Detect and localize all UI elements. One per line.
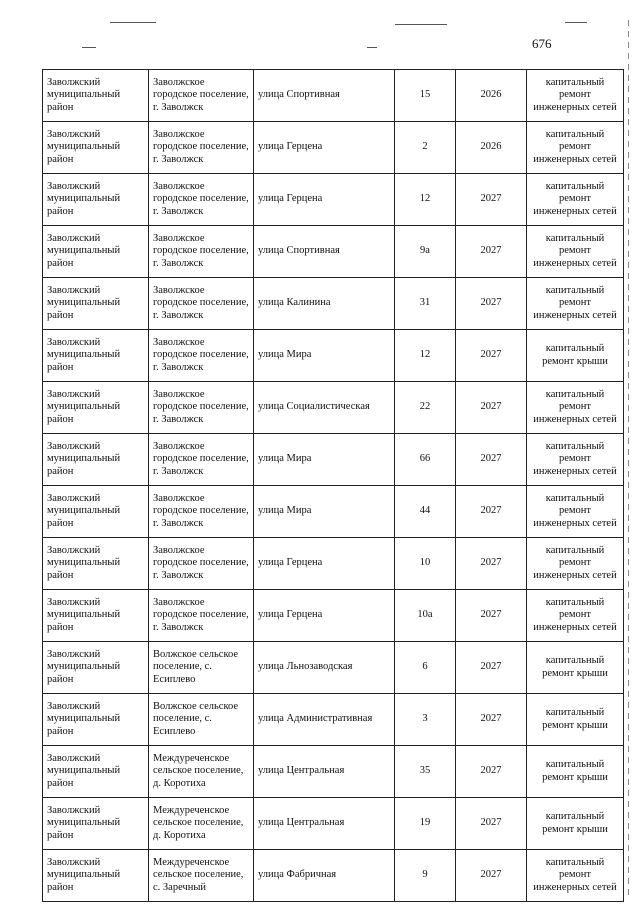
street-cell: улица Льнозаводская <box>254 642 395 694</box>
work-type-cell: капитальный ремонт инженерных сетей <box>527 226 624 278</box>
work-type-cell: капитальный ремонт инженерных сетей <box>527 122 624 174</box>
work-type-cell: капитальный ремонт инженерных сетей <box>527 174 624 226</box>
settlement-cell: Волжское сельское поселение, с. Есиплево <box>149 642 254 694</box>
district-cell: Заволжский муниципальный район <box>43 70 149 122</box>
house-number-cell: 66 <box>395 434 456 486</box>
work-type-cell: капитальный ремонт инженерных сетей <box>527 382 624 434</box>
house-number-cell: 22 <box>395 382 456 434</box>
table-row <box>43 174 624 226</box>
settlement-cell: Заволжское городское поселение, г. Заволжск <box>149 174 254 226</box>
district-cell: Заволжский муниципальный район <box>43 642 149 694</box>
work-type-cell: капитальный ремонт инженерных сетей <box>527 850 624 902</box>
settlement-cell: Заволжское городское поселение, г. Заволжск <box>149 226 254 278</box>
district-cell: Заволжский муниципальный район <box>43 382 149 434</box>
district-cell: Заволжский муниципальный район <box>43 434 149 486</box>
table-row <box>43 590 624 642</box>
district-cell: Заволжский муниципальный район <box>43 746 149 798</box>
street-cell: улица Герцена <box>254 590 395 642</box>
year-cell: 2027 <box>456 486 527 538</box>
table-row <box>43 434 624 486</box>
table-row <box>43 798 624 850</box>
table-row <box>43 694 624 746</box>
table-row <box>43 330 624 382</box>
street-cell: улица Фабричная <box>254 850 395 902</box>
district-cell: Заволжский муниципальный район <box>43 850 149 902</box>
settlement-cell: Междуреченское сельское поселение, с. Заречный <box>149 850 254 902</box>
year-cell: 2027 <box>456 642 527 694</box>
settlement-cell: Междуреченское сельское поселение, д. Коротиха <box>149 746 254 798</box>
district-cell: Заволжский муниципальный район <box>43 590 149 642</box>
table-row <box>43 642 624 694</box>
house-number-cell: 12 <box>395 330 456 382</box>
settlement-cell: Заволжское городское поселение, г. Заволжск <box>149 278 254 330</box>
year-cell: 2026 <box>456 122 527 174</box>
district-cell: Заволжский муниципальный район <box>43 538 149 590</box>
work-type-cell: капитальный ремонт крыши <box>527 746 624 798</box>
page-number: 676 <box>532 36 552 51</box>
year-cell: 2027 <box>456 174 527 226</box>
settlement-cell: Заволжское городское поселение, г. Заволжск <box>149 590 254 642</box>
year-cell: 2027 <box>456 434 527 486</box>
settlement-cell: Заволжское городское поселение, г. Заволжск <box>149 122 254 174</box>
work-type-cell: капитальный ремонт крыши <box>527 694 624 746</box>
table-row <box>43 278 624 330</box>
year-cell: 2027 <box>456 694 527 746</box>
table-row <box>43 226 624 278</box>
street-cell: улица Герцена <box>254 174 395 226</box>
district-cell: Заволжский муниципальный район <box>43 122 149 174</box>
year-cell: 2027 <box>456 278 527 330</box>
house-number-cell: 2 <box>395 122 456 174</box>
street-cell: улица Мира <box>254 434 395 486</box>
district-cell: Заволжский муниципальный район <box>43 226 149 278</box>
settlement-cell: Волжское сельское поселение, с. Есиплево <box>149 694 254 746</box>
table-row <box>43 486 624 538</box>
scan-mark <box>82 47 96 48</box>
street-cell: улица Герцена <box>254 538 395 590</box>
year-cell: 2027 <box>456 330 527 382</box>
settlement-cell: Заволжское городское поселение, г. Заволжск <box>149 70 254 122</box>
street-cell: улица Калинина <box>254 278 395 330</box>
house-number-cell: 31 <box>395 278 456 330</box>
housing-repair-table <box>42 69 624 902</box>
house-number-cell: 3 <box>395 694 456 746</box>
street-cell: улица Административная <box>254 694 395 746</box>
street-cell: улица Спортивная <box>254 70 395 122</box>
street-cell: улица Мира <box>254 330 395 382</box>
table-row <box>43 122 624 174</box>
district-cell: Заволжский муниципальный район <box>43 694 149 746</box>
district-cell: Заволжский муниципальный район <box>43 278 149 330</box>
work-type-cell: капитальный ремонт инженерных сетей <box>527 70 624 122</box>
scan-mark <box>565 22 587 23</box>
year-cell: 2027 <box>456 746 527 798</box>
district-cell: Заволжский муниципальный район <box>43 330 149 382</box>
table-body <box>43 70 624 902</box>
work-type-cell: капитальный ремонт крыши <box>527 330 624 382</box>
table-row <box>43 382 624 434</box>
house-number-cell: 6 <box>395 642 456 694</box>
work-type-cell: капитальный ремонт крыши <box>527 798 624 850</box>
settlement-cell: Заволжское городское поселение, г. Заволжск <box>149 330 254 382</box>
year-cell: 2027 <box>456 590 527 642</box>
settlement-cell: Заволжское городское поселение, г. Заволжск <box>149 434 254 486</box>
district-cell: Заволжский муниципальный район <box>43 798 149 850</box>
district-cell: Заволжский муниципальный район <box>43 174 149 226</box>
table-row <box>43 70 624 122</box>
street-cell: улица Социалистическая <box>254 382 395 434</box>
scan-mark <box>110 22 156 23</box>
district-cell: Заволжский муниципальный район <box>43 486 149 538</box>
scan-mark <box>395 24 447 25</box>
street-cell: улица Центральная <box>254 798 395 850</box>
house-number-cell: 12 <box>395 174 456 226</box>
house-number-cell: 19 <box>395 798 456 850</box>
work-type-cell: капитальный ремонт инженерных сетей <box>527 486 624 538</box>
work-type-cell: капитальный ремонт инженерных сетей <box>527 278 624 330</box>
house-number-cell: 10а <box>395 590 456 642</box>
settlement-cell: Заволжское городское поселение, г. Заволжск <box>149 538 254 590</box>
house-number-cell: 9а <box>395 226 456 278</box>
house-number-cell: 10 <box>395 538 456 590</box>
year-cell: 2027 <box>456 798 527 850</box>
table-row <box>43 538 624 590</box>
work-type-cell: капитальный ремонт инженерных сетей <box>527 590 624 642</box>
year-cell: 2027 <box>456 850 527 902</box>
scan-mark <box>367 47 377 48</box>
settlement-cell: Заволжское городское поселение, г. Заволжск <box>149 486 254 538</box>
work-type-cell: капитальный ремонт крыши <box>527 642 624 694</box>
settlement-cell: Заволжское городское поселение, г. Заволжск <box>149 382 254 434</box>
year-cell: 2026 <box>456 70 527 122</box>
scan-edge-line <box>628 20 629 900</box>
work-type-cell: капитальный ремонт инженерных сетей <box>527 538 624 590</box>
settlement-cell: Междуреченское сельское поселение, д. Коротиха <box>149 798 254 850</box>
year-cell: 2027 <box>456 382 527 434</box>
house-number-cell: 44 <box>395 486 456 538</box>
street-cell: улица Герцена <box>254 122 395 174</box>
house-number-cell: 9 <box>395 850 456 902</box>
year-cell: 2027 <box>456 226 527 278</box>
street-cell: улица Мира <box>254 486 395 538</box>
street-cell: улица Спортивная <box>254 226 395 278</box>
table-row <box>43 746 624 798</box>
year-cell: 2027 <box>456 538 527 590</box>
street-cell: улица Центральная <box>254 746 395 798</box>
work-type-cell: капитальный ремонт инженерных сетей <box>527 434 624 486</box>
house-number-cell: 35 <box>395 746 456 798</box>
table-row <box>43 850 624 902</box>
house-number-cell: 15 <box>395 70 456 122</box>
